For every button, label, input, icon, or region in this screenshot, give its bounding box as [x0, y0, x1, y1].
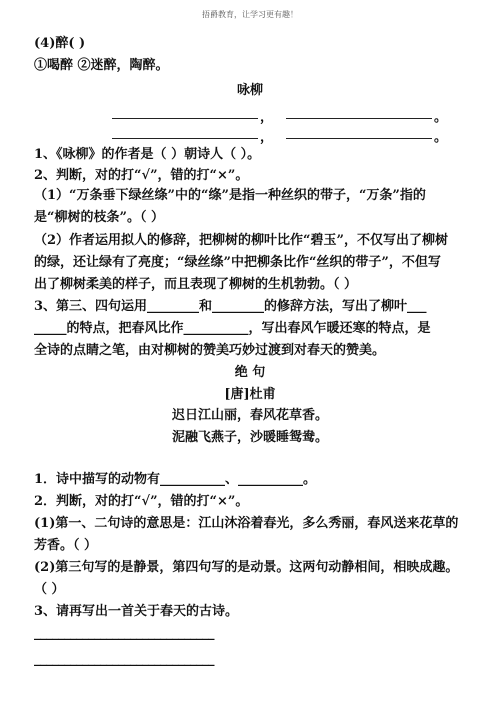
poem-blank-line[interactable]: [286, 138, 432, 139]
poem2-question-1: 1．诗中描写的动物有__________、__________。: [34, 472, 317, 487]
poem2-question-2-2-line-b: （ ）: [34, 582, 65, 597]
question-1: 1、《咏柳》的作者是（ ）朝诗人（ ）。: [34, 147, 261, 162]
poem2-line-2: 泥融飞燕子，沙暖睡鸳鸯。: [171, 430, 328, 445]
poem2-author: [唐]杜甫: [224, 387, 276, 402]
poem-blank-line[interactable]: [112, 118, 258, 119]
question-3-line-b: _____的特点，把春风比作__________，写出春风乍暖还寒的特点，是: [34, 321, 431, 336]
poem-blank-line[interactable]: [286, 118, 432, 119]
answer-dash-line[interactable]: ______________________________: [34, 626, 214, 641]
question-3-line-a: 3、第三、四句运用________和________的修辞方法，写出了柳叶___: [34, 299, 427, 314]
poem2-question-2-1-line-a: (1)第一、二句诗的意思是：江山沐浴着春光，多么秀丽，春风送来花草的: [34, 516, 459, 531]
question-3-line-c: 全诗的点睛之笔，由对柳树的赞美巧妙过渡到对春天的赞美。: [34, 343, 386, 358]
poem-blank-line[interactable]: [112, 138, 258, 139]
q4-head: (4)醉( ): [34, 36, 86, 51]
blank-comma: ，: [260, 130, 274, 145]
poem2-question-2-2-line-a: (2)第三句写的是静景，第四句写的是动景。这两句动静相间，相映成趣。: [34, 560, 459, 575]
blank-period: 。: [434, 130, 448, 145]
question-2: 2、判断，对的打“√”，错的打“×”。: [34, 168, 249, 183]
blank-comma: ，: [260, 110, 274, 125]
question-2-1-line-b: 是“柳树的枝条”。（ ）: [34, 210, 164, 225]
poem1-title: 咏柳: [236, 83, 263, 98]
poem2-line-1: 迟日江山丽，春风花草香。: [171, 408, 328, 423]
poem2-question-2-1-line-b: 芳香。（ ）: [34, 538, 98, 553]
page-header: 捂爵教育，让学习更有趣！: [202, 10, 298, 19]
question-2-2-line-c: 出了柳树柔美的样子，而且表现了柳树的生机勃勃。（ ）: [34, 277, 358, 292]
poem2-question-2: 2．判断，对的打“√”，错的打“×”。: [34, 494, 249, 509]
question-2-2-line-a: （2）作者运用拟人的修辞，把柳树的柳叶比作“碧玉”，不仅写出了柳树: [34, 233, 449, 248]
answer-dash-line[interactable]: ______________________________: [34, 652, 214, 667]
blank-period: 。: [434, 110, 448, 125]
question-2-1-line-a: （1）“万条垂下绿丝绦”中的“绦”是指一种丝织的带子，“万条”指的: [34, 188, 426, 203]
q4-options: ①喝醉 ②迷醉，陶醉。: [34, 58, 169, 73]
poem2-question-3: 3、请再写出一首关于春天的古诗。: [34, 604, 239, 619]
poem2-title: 绝 句: [234, 365, 266, 380]
question-2-2-line-b: 的绿，还让绿有了亮度；“绿丝绦”中把柳条比作“丝织的带子”，不但写: [34, 255, 441, 270]
